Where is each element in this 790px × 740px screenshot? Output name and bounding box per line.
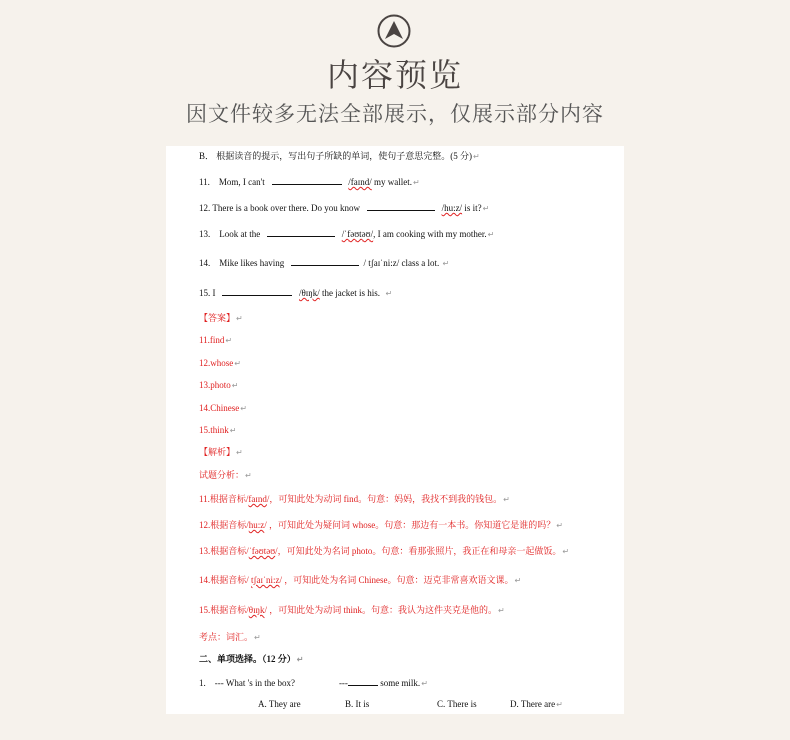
question-14: 14. Mike likes having / tʃaɪˈni:z/ class a lot. ↵	[199, 258, 450, 268]
page-subtitle: 因文件较多无法全部展示，仅展示部分内容	[186, 103, 604, 126]
page-title: 内容预览	[326, 57, 463, 93]
answer-heading: 【答案】↵	[199, 313, 243, 323]
question-13: 13. Look at the /ˈfəʊtəʊ/, I am cooking with my mother.↵	[199, 229, 495, 239]
answer-item: 12.whose↵	[199, 358, 241, 368]
analysis-label: 试题分析：↵	[199, 470, 252, 480]
question-11: 11. Mom, I can't /faɪnd/ my wallet.↵	[199, 177, 420, 187]
explanation-11: 11.根据音标/faɪnd/，可知此处为动词 find。句意：妈妈，我找不到我的钱包。↵	[199, 494, 510, 504]
answer-item: 13.photo↵	[199, 380, 239, 390]
option-c: C. There is	[437, 699, 477, 709]
section-b-heading: B． 根据读音的提示，写出句子所缺的单词，使句子意思完整。(5 分)↵	[199, 151, 480, 161]
mc-options: A. They are B. It is C. There is D. There are↵	[258, 699, 563, 709]
answer-item: 14.Chinese↵	[199, 403, 247, 413]
answer-item: 11.find↵	[199, 335, 233, 345]
section-2-heading: 二、单项选择。（12 分）↵	[199, 654, 304, 664]
explanation-15: 15.根据音标/θɪŋk/ ，可知此处为动词 think。句意：我认为这件夹克是他的。↵	[199, 605, 505, 615]
option-b: B. It is	[345, 699, 370, 709]
answer-item: 15.think↵	[199, 425, 237, 435]
explanation-12: 12.根据音标/hu:z/ ，可知此处为疑问词 whose。句意：那边有一本书。你知道它是谁的吗？↵	[199, 520, 563, 530]
analysis-heading: 【解析】↵	[199, 447, 243, 457]
mc-question-1: 1. --- What 's in the box? --- some milk.↵	[199, 678, 428, 688]
question-15: 15. I /θɪŋk/ the jacket is his. ↵	[199, 288, 393, 298]
document-preview	[166, 146, 624, 714]
logo-up-arrow-icon	[377, 14, 411, 48]
kaodian-note: 考点：词汇。↵	[199, 632, 261, 642]
explanation-14: 14.根据音标/ tʃaɪˈni:z/ ，可知此处为名词 Chinese。句意：迈克非常喜欢语文课。↵	[199, 575, 522, 585]
explanation-13: 13.根据音标/ˈfəʊtəʊ/，可知此处为名词 photo。句意：看那张照片，我正在和母亲一起做饭。↵	[199, 546, 570, 556]
option-a: A. They are	[258, 699, 301, 709]
question-12: 12. There is a book over there. Do you know /hu:z/ is it?↵	[199, 203, 490, 213]
option-d: D. There are	[510, 699, 556, 709]
